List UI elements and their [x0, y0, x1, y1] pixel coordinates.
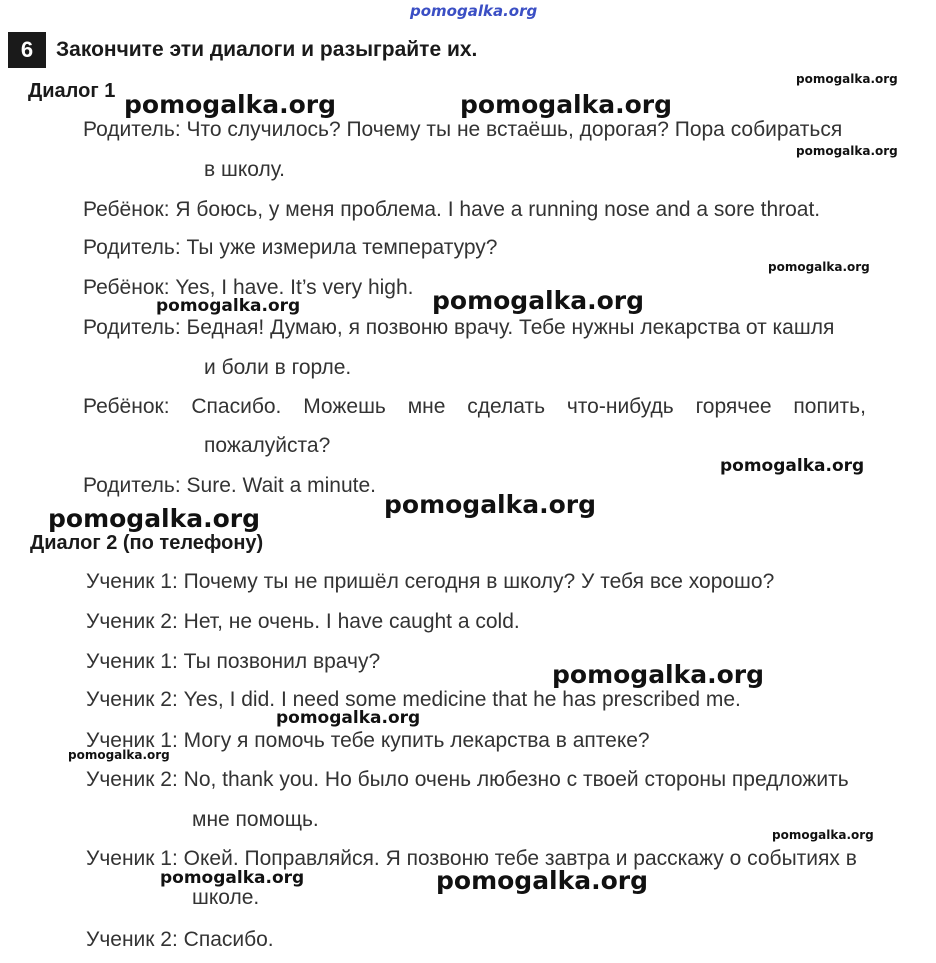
dialog2-line: Ученик 1: Почему ты не пришёл сегодня в школу? У тебя все хорошо? [86, 570, 775, 593]
dialog1-line: Родитель: Sure. Wait a minute. [83, 474, 376, 497]
task-number-badge: 6 [8, 32, 46, 68]
dialog2-line: Ученик 2: Нет, не очень. I have caught a cold. [86, 610, 520, 633]
watermark: pomogalka.org [276, 708, 421, 728]
dialog2-line: Ученик 2: No, thank you. Но было очень любезно с твоей стороны предложить [86, 768, 849, 791]
dialog2-line: Ученик 1: Окей. Поправляйся. Я позвоню тебе завтра и расскажу о событиях в [86, 847, 857, 870]
watermark: pomogalka.org [768, 260, 870, 274]
dialog1-line: в школу. [204, 158, 285, 181]
dialog1-line: Родитель: Бедная! Думаю, я позвоню врачу. Тебе нужны лекарства от кашля [83, 316, 835, 339]
watermark: pomogalka.org [156, 296, 301, 316]
dialog2-line: Ученик 2: Yes, I did. I need some medicine that he has prescribed me. [86, 688, 741, 711]
dialog2-line: Ученик 1: Могу я помочь тебе купить лекарства в аптеке? [86, 729, 650, 752]
dialog1-line: Ребёнок: Yes, I have. It’s very high. [83, 276, 414, 299]
dialog2-line: Ученик 2: Спасибо. [86, 928, 274, 951]
dialog1-line: Ребёнок: Спасибо. Можешь мне сделать что-нибудь горячее попить, [83, 395, 866, 418]
watermark: pomogalka.org [124, 90, 337, 119]
watermark: pomogalka.org [720, 456, 865, 476]
watermark: pomogalka.org [48, 504, 261, 533]
watermark: pomogalka.org [384, 490, 597, 519]
watermark: pomogalka.org [796, 72, 898, 86]
watermark: pomogalka.org [436, 866, 649, 895]
watermark: pomogalka.org [552, 660, 765, 689]
dialog2-line: мне помощь. [192, 808, 319, 831]
dialog1-line: пожалуйста? [204, 434, 331, 457]
watermark: pomogalka.org [772, 828, 874, 842]
dialog1-line: Ребёнок: Я боюсь, у меня проблема. I have a running nose and a sore throat. [83, 198, 821, 221]
task-title: Закончите эти диалоги и разыграйте их. [56, 38, 478, 61]
dialog1-line: и боли в горле. [204, 356, 352, 379]
watermark: pomogalka.org [68, 748, 170, 762]
watermark: pomogalka.org [160, 868, 305, 888]
watermark: pomogalka.org [796, 144, 898, 158]
dialog2-heading: Диалог 2 (по телефону) [30, 532, 264, 554]
dialog2-line: Ученик 1: Ты позвонил врачу? [86, 650, 381, 673]
header-watermark: pomogalka.org [410, 2, 538, 20]
watermark: pomogalka.org [460, 90, 673, 119]
dialog2-line: школе. [192, 886, 260, 909]
dialog1-line: Родитель: Ты уже измерила температуру? [83, 236, 498, 259]
dialog1-line: Родитель: Что случилось? Почему ты не встаёшь, дорогая? Пора собираться [83, 118, 843, 141]
dialog1-heading: Диалог 1 [28, 80, 116, 102]
watermark: pomogalka.org [432, 286, 645, 315]
